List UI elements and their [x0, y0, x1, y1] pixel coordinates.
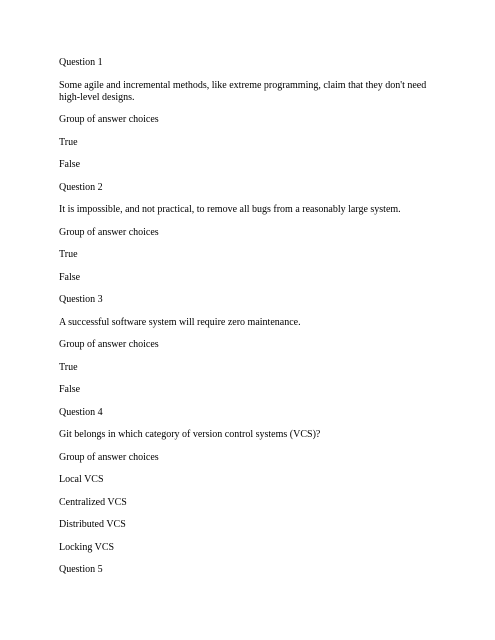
question-2	[59, 182, 439, 284]
question-text: It is impossible, and not practical, to remove all bugs from a reasonably large system.	[59, 204, 401, 215]
question-1	[59, 57, 439, 171]
question-title: Question 1	[59, 57, 103, 68]
answer-choice-local-vcs[interactable]: Local VCS	[59, 474, 104, 485]
question-title: Question 5	[59, 564, 103, 575]
answer-choice-true[interactable]: True	[59, 136, 78, 148]
question-4	[59, 407, 439, 554]
answer-choice-locking-vcs[interactable]: Locking VCS	[59, 541, 115, 553]
question-title: Question 4	[59, 406, 103, 418]
question-text: Some agile and incremental methods, like extreme programming, claim that they don't need high-level designs.	[59, 79, 427, 103]
answer-choice-true[interactable]: True	[59, 249, 78, 260]
quiz-content	[59, 57, 439, 587]
answer-group-label: Group of answer choices	[59, 339, 159, 350]
question-text: A successful software system will require zero maintenance.	[59, 316, 301, 328]
answer-group-label: Group of answer choices	[59, 226, 159, 238]
question-title: Question 2	[59, 181, 103, 193]
answer-group-label: Group of answer choices	[59, 114, 159, 125]
answer-choice-false[interactable]: False	[59, 384, 81, 395]
answer-choice-distributed-vcs[interactable]: Distributed VCS	[59, 519, 126, 530]
answer-choice-false[interactable]: False	[59, 159, 81, 170]
answer-choice-centralized-vcs[interactable]: Centralized VCS	[59, 496, 127, 508]
question-text: Git belongs in which category of version control systems (VCS)?	[59, 429, 321, 440]
question-5	[59, 564, 439, 576]
question-3	[59, 294, 439, 396]
question-title: Question 3	[59, 294, 103, 305]
answer-choice-false[interactable]: False	[59, 271, 81, 283]
answer-choice-true[interactable]: True	[59, 361, 78, 373]
answer-group-label: Group of answer choices	[59, 451, 159, 463]
